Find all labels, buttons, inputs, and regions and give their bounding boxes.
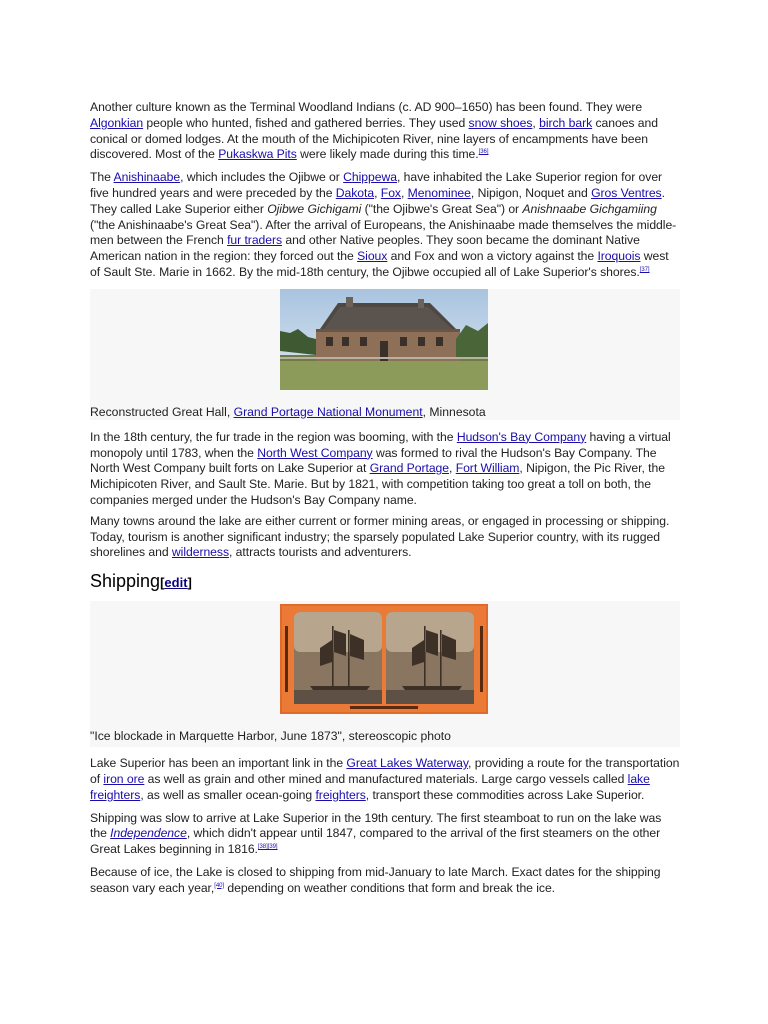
link-north-west-company[interactable]: North West Company bbox=[257, 445, 373, 460]
link-fort-william[interactable]: Fort William bbox=[455, 461, 520, 476]
figure-caption-ice-blockade: "Ice blockade in Marquette Harbor, June 1873", stereoscopic photo bbox=[90, 729, 451, 744]
term-anishnaabe-gichgamiing: Anishnaabe Gichgamiing bbox=[522, 201, 657, 216]
edit-button[interactable]: edit bbox=[164, 575, 188, 591]
paragraph-terminal-woodland: Another culture known as the Terminal Woodland Indians (c. AD 900–1650) has been found. They were Algonkian people who hunted, fished and gathered berries. They used snow shoes, birch bark canoes and conical or domed lodges. At the mouth of the Michipicoten River, nine layers of encampments have been discovered. Most of the Pukaskwa Pits were likely made during this time.[36] bbox=[90, 100, 658, 162]
link-iron-ore[interactable]: iron ore bbox=[103, 771, 145, 786]
term-ojibwe-gichigami: Ojibwe Gichigami bbox=[267, 201, 362, 216]
link-fox[interactable]: Fox bbox=[380, 185, 401, 200]
paragraph-great-lakes-waterway: Lake Superior has been an important link in the Great Lakes Waterway, providing a route for the transportation of iron ore as well as grain and other mined and manufactured materials. Large cargo vessels called lake freighters, as well as smaller ocean-going freighters, transport these commodities across Lake Superior. bbox=[90, 756, 680, 802]
link-great-lakes-waterway[interactable]: Great Lakes Waterway bbox=[346, 756, 469, 771]
link-algonkian[interactable]: Algonkian bbox=[90, 115, 144, 130]
link-dakota[interactable]: Dakota bbox=[335, 185, 375, 200]
edit-section-link: [edit] bbox=[160, 575, 192, 591]
link-fur-traders[interactable]: fur traders bbox=[227, 233, 283, 248]
link-grand-portage-national-monument[interactable]: Grand Portage National Monument bbox=[233, 404, 423, 419]
paragraph-mining-towns: Many towns around the lake are either current or former mining areas, or engaged in processing or shipping. Today, tourism is another significant industry; the sparsely populated Lake Superior country, with its rugged shorelines and wilderness, attracts tourists and adventurers. bbox=[90, 513, 670, 560]
paragraph-ice-closure: Because of ice, the Lake is closed to shipping from mid-January to late March. Exact dates for the shipping season vary each year,[40] depending on weather conditions that form and break the ice. bbox=[90, 864, 661, 895]
citation-40[interactable]: [40] bbox=[214, 882, 225, 889]
paragraph-steamboat: Shipping was slow to arrive at Lake Superior in the 19th century. The first steamboat to run on the lake was the Independence, which didn't appear until 1847, compared to the arrival of the first steamers on the other Great Lakes beginning in 1816.[38][39] bbox=[90, 810, 662, 857]
link-independence[interactable]: Independence bbox=[110, 826, 187, 841]
link-snow-shoes[interactable]: snow shoes bbox=[468, 115, 533, 130]
link-hudsons-bay-company[interactable]: Hudson's Bay Company bbox=[456, 429, 587, 444]
paragraph-fur-trade: In the 18th century, the fur trade in the region was booming, with the Hudson's Bay Company having a virtual monopoly until 1783, when the North West Company was formed to rival the Hudson's Bay Company. The North West Company built forts on Lake Superior at Grand Portage, Fort William, Nipigon, the Pic River, the Michipicoten River, and Sault Ste. Marie. But by 1821, with competition taking too great a toll on both, the companies merged under the Hudson's Bay Company name. bbox=[90, 429, 671, 507]
link-pukaskwa-pits[interactable]: Pukaskwa Pits bbox=[218, 147, 297, 162]
link-grand-portage[interactable]: Grand Portage bbox=[369, 461, 449, 476]
stereoscopic-photo[interactable] bbox=[280, 604, 488, 714]
link-lake-freighters[interactable]: lake freighters bbox=[90, 771, 650, 802]
figure-great-hall bbox=[90, 289, 680, 420]
citation-36[interactable]: [36] bbox=[478, 149, 489, 156]
section-heading-shipping: Shipping[edit] bbox=[90, 571, 192, 592]
link-birch-bark[interactable]: birch bark bbox=[539, 115, 593, 130]
citation-38-39[interactable]: [38][39] bbox=[257, 844, 278, 851]
link-wilderness[interactable]: wilderness bbox=[171, 545, 229, 560]
link-anishinaabe[interactable]: Anishinaabe bbox=[113, 170, 181, 185]
link-sioux[interactable]: Sioux bbox=[357, 249, 388, 264]
link-gros-ventres[interactable]: Gros Ventres bbox=[591, 185, 662, 200]
link-menominee[interactable]: Menominee bbox=[407, 185, 471, 200]
article-content bbox=[90, 96, 680, 897]
link-freighters[interactable]: freighters bbox=[315, 787, 366, 802]
link-iroquois[interactable]: Iroquois bbox=[597, 249, 641, 264]
link-chippewa[interactable]: Chippewa bbox=[343, 170, 397, 185]
great-hall-photo[interactable] bbox=[280, 289, 488, 390]
citation-37[interactable]: [37] bbox=[639, 266, 650, 273]
figure-ice-blockade bbox=[90, 601, 680, 747]
figure-caption-great-hall: Reconstructed Great Hall, Grand Portage National Monument, Minnesota bbox=[90, 404, 486, 419]
paragraph-anishinaabe: The Anishinaabe, which includes the Ojibwe or Chippewa, have inhabited the Lake Superior region for over five hundred years and were preceded by the Dakota, Fox, Menominee, Nipigon, Noquet and Gros Ventres. They called Lake Superior either Ojibwe Gichigami ("the Ojibwe's Great Sea") or Anishnaabe Gichgamiing ("the Anishinaabe's Great Sea"). After the arrival of Europeans, the Anishinaabe made themselves the middle-men between the French fur traders and other Native peoples. They soon became the dominant Native American nation in the region: they forced out the Sioux and Fox and won a victory against the Iroquois west of Sault Ste. Marie in 1662. By the mid-18th century, the Ojibwe occupied all of Lake Superior's shores.[37] bbox=[90, 170, 677, 279]
